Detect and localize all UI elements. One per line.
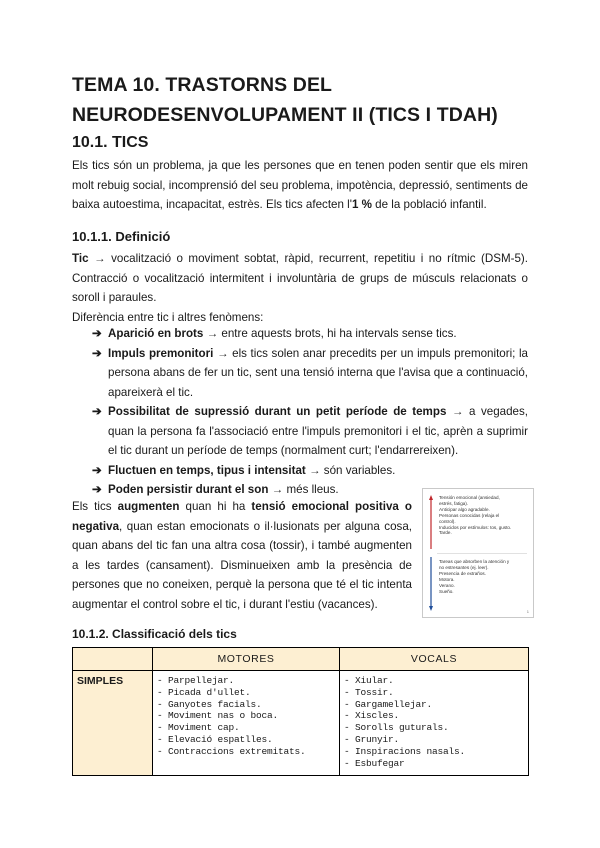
list-item xyxy=(92,402,528,461)
list-item-term: Fluctuen en temps, tipus i intensitat xyxy=(108,463,306,477)
list-item: - Gargamellejar. xyxy=(344,698,433,710)
list-item xyxy=(92,344,528,403)
table-row xyxy=(73,671,529,776)
subsection-heading-definition: 10.1.1. Definició xyxy=(72,229,171,244)
increase-factors xyxy=(439,495,529,536)
list-item: - Esbufegar xyxy=(344,757,405,769)
list-item: - Ganyotes facials. xyxy=(157,698,262,710)
augment-bold-2: tensió emocional positiva o negativa xyxy=(72,500,412,533)
title-line-2: NEURODESENVOLUPAMENT II (TICS I TDAH) xyxy=(72,104,498,126)
intro-text: Els tics són un problema, ja que les persones que en tenen poden sentir que els miren molt rebuig social, incomprensió del seu problema, impotència, depressió, sentiments de baixa autoestima, incapacitat, estrès. Els tics afecten l' xyxy=(72,159,528,211)
list-item-text: → entre aquests brots, hi ha intervals sense tics. xyxy=(203,327,457,340)
tic-term: Tic xyxy=(72,252,89,265)
list-item: - Sorolls guturals. xyxy=(344,722,449,734)
list-item: - Moviment cap. xyxy=(157,722,240,734)
tic-definition: → vocalització o moviment sobtat, ràpid, recurrent, repetitiu i no rítmic (DSM-5). Contracció o vocalització intermitent i involuntària de grups de músculs relacionats o soroll i paraules. xyxy=(72,252,528,304)
list-item xyxy=(92,461,528,481)
list-item: - Grunyir. xyxy=(344,733,400,745)
difference-list xyxy=(92,324,528,500)
list-item: - Picada d'ullet. xyxy=(157,686,251,698)
arrow-icon: ➔ xyxy=(92,346,102,360)
vocal-simple-cell xyxy=(340,671,529,776)
up-arrow-icon xyxy=(429,495,433,549)
figure-line: Anticipar algo agradable. xyxy=(439,506,490,512)
figure-mark: 1 xyxy=(526,609,529,614)
header-vocal: VOCALS xyxy=(340,648,529,671)
table-corner-cell xyxy=(73,648,153,671)
list-item: - Xiular. xyxy=(344,675,394,686)
augment-text-1: Els tics xyxy=(72,500,118,513)
list-item: - Tossir. xyxy=(344,686,394,698)
augment-text-3: , quan estan emocionats o il·lusionats per alguna cosa, quan abans del tic fan una altra cosa (tossir), i també augmenten a les tardes (cansament). Disminueixen amb la presència de persones que no coneixen, perquè la persona que té el tic intenta augmentar el control sobre el tic, i durant l'estiu (vacances). xyxy=(72,519,412,611)
figure-line: Presencia de extraños. xyxy=(439,570,486,576)
list-item-term: Impuls premonitori xyxy=(108,346,214,360)
table-header-row xyxy=(73,648,529,671)
down-arrow-icon xyxy=(429,557,433,611)
figure-line: Motora. xyxy=(439,576,455,582)
list-item xyxy=(92,324,528,344)
definition-paragraph xyxy=(72,249,528,327)
tic-classification-table xyxy=(72,647,529,776)
figure-line: control). xyxy=(439,518,456,524)
list-item-text: → els tics solen anar precedits per un impuls premonitori; la persona abans de fer un tic, sent una tensió interna que l'avisa que a continuació, apareixerà el tic. xyxy=(108,346,529,399)
intro-text-end: de la població infantil. xyxy=(371,198,487,211)
subsection-heading-classification: 10.1.2. Classificació dels tics xyxy=(72,627,237,641)
list-item-text: → més lleus. xyxy=(268,483,339,496)
figure-line: Sueño. xyxy=(439,588,454,594)
figure-line: Verano. xyxy=(439,582,455,588)
list-item: - Moviment nas o boca. xyxy=(157,710,279,722)
list-item: - Contraccions extremitats. xyxy=(157,745,306,757)
arrow-icon: ➔ xyxy=(92,463,102,477)
tic-modulators-figure xyxy=(422,488,534,618)
list-item: - Elevació espatlles. xyxy=(157,733,273,745)
figure-line: Tareas que absorben la atención y xyxy=(439,559,510,564)
list-item-term: Aparició en brots xyxy=(108,327,204,340)
arrow-icon: ➔ xyxy=(92,327,102,340)
decrease-factors xyxy=(439,559,529,594)
augment-paragraph xyxy=(72,497,412,614)
arrow-icon: ➔ xyxy=(92,405,102,418)
figure-line: no estresantes (ej. leer). xyxy=(439,564,489,570)
list-item-text: → són variables. xyxy=(305,463,396,477)
figure-line: Personas conocidas (relaja el xyxy=(439,512,500,518)
augment-text-2: quan hi ha xyxy=(179,500,252,513)
header-motor: MOTORES xyxy=(153,648,340,671)
page-title xyxy=(72,70,542,130)
figure-line: Tensión emocional (ansiedad, xyxy=(439,495,500,500)
list-item: - Inspiracions nasals. xyxy=(344,745,466,757)
list-item-text: → a vegades, quan la persona fa l'associació entre l'impuls premonitori i el tic, aprèn a suprimir el tic durant un període de temps (normalment curt; l'endarrereixen). xyxy=(108,405,529,457)
list-item-term: Possibilitat de supressió durant un petit període de temps xyxy=(108,405,447,418)
intro-percent: 1 % xyxy=(351,198,372,211)
figure-divider xyxy=(437,553,527,554)
difference-intro: Diferència entre tic i altres fenòmens: xyxy=(72,310,264,324)
arrow-icon: ➔ xyxy=(92,483,102,496)
augment-bold-1: augmenten xyxy=(117,500,180,513)
list-item: - Parpellejar. xyxy=(157,675,235,686)
figure-line: estrés, fatiga). xyxy=(439,500,469,506)
figure-line: Tarde. xyxy=(439,530,452,536)
intro-paragraph xyxy=(72,156,528,215)
section-heading: 10.1. TICS xyxy=(72,134,149,151)
row-label-simples: SIMPLES xyxy=(73,671,153,776)
title-line-1: TEMA 10. TRASTORNS DEL xyxy=(72,74,333,96)
list-item: - Xiscles. xyxy=(344,710,400,722)
figure-line: Inducidos por estímulos: tos, gusto. xyxy=(439,524,512,530)
list-item-term: Poden persistir durant el son xyxy=(108,483,269,496)
motor-simple-cell xyxy=(153,671,340,776)
